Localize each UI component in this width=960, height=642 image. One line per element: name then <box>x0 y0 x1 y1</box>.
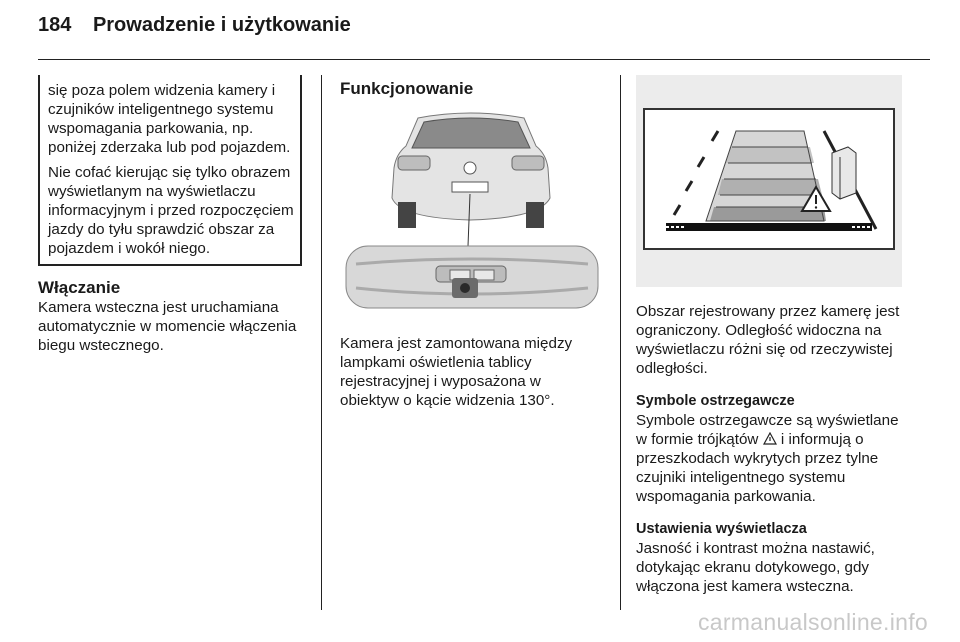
subheading: Ustawienia wyświetlacza <box>636 521 807 537</box>
rear-camera-illustration <box>340 106 604 321</box>
column-divider <box>321 75 322 610</box>
warning-box <box>38 75 302 266</box>
page-header <box>38 14 351 37</box>
warning-text-start: Symbole ostrzegawcze są wyświetlane w formie trójkątów <box>636 412 899 448</box>
warning-paragraph: się poza polem widzenia kamery i czujników inteligentnego systemu wspomagania parkowania, np. poniżej zderzaka lub pod pojazdem. <box>48 82 291 156</box>
warning-paragraph: Nie cofać kierując się tylko obrazem wyświetlanym na wyświetlaczu informacyjnym i przed rozpoczęciem jazdy do tyłu sprawdzić obszar za pojazdem i wokół niego. <box>48 164 294 257</box>
section-title: Włączanie <box>38 278 121 297</box>
section-heading: Funkcjonowanie <box>340 79 474 98</box>
paragraph <box>636 411 908 506</box>
column-middle <box>340 75 604 99</box>
warning-triangle-icon <box>763 432 777 445</box>
section-text: Kamera wsteczna jest uruchamiana automatycznie w momencie włączenia biegu wstecznego. <box>38 299 297 354</box>
header-rule <box>38 59 930 60</box>
paragraph: Jasność i kontrast można nastawić, dotykając ekranu dotykowego, gdy włączona jest kamera wsteczna. <box>636 540 875 595</box>
subheading: Symbole ostrzegawcze <box>636 393 795 409</box>
page-number: 184 <box>38 14 72 36</box>
column-divider <box>620 75 621 610</box>
camera-display-illustration <box>636 75 902 292</box>
warning-text-end: i informują o przeszkodach wykrytych przez tylne czujniki inteligentnego systemu wspomagania parkowania. <box>636 431 879 505</box>
camera-description: Kamera jest zamontowana między lampkami oświetlenia tablicy rejestracyjnej i wyposażona w obiektyw o kącie widzenia 130°. <box>340 335 573 409</box>
page-title: Prowadzenie i użytkowanie <box>92 14 351 36</box>
paragraph: Obszar rejestrowany przez kamerę jest ograniczony. Odległość widoczna na wyświetlaczu różni się od rzeczywistej odległości. <box>636 303 900 377</box>
column-left <box>38 75 302 355</box>
watermark: carmanualsonline.info <box>697 609 928 635</box>
column-right <box>636 302 908 610</box>
